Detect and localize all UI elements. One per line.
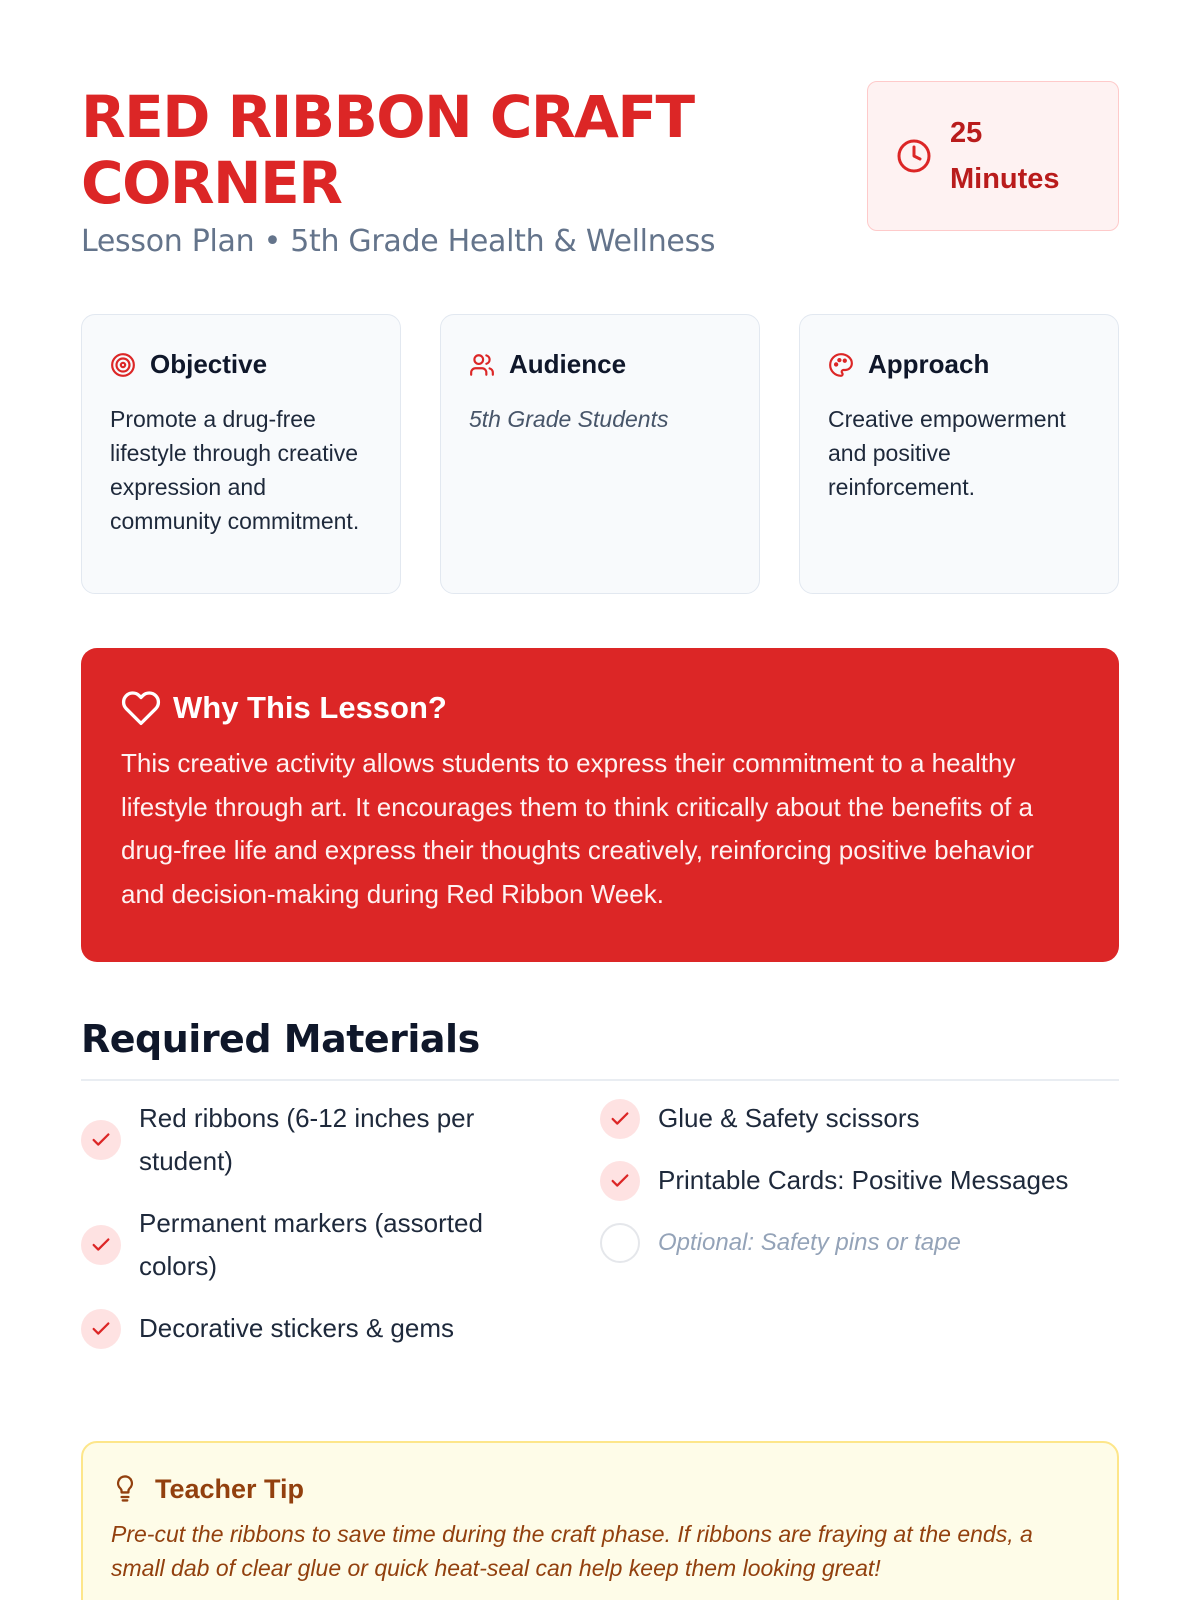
header xyxy=(81,0,1119,300)
clock-icon xyxy=(896,138,932,174)
duration-value: 25 xyxy=(950,117,983,149)
lightbulb-icon xyxy=(111,1473,139,1505)
card-title: Objective xyxy=(150,349,268,379)
heart-icon xyxy=(121,688,161,728)
audience-card xyxy=(440,314,760,594)
duration-unit: Minutes xyxy=(950,163,1060,195)
check-icon xyxy=(81,1225,121,1265)
card-body: Promote a drug-free lifestyle through creative expression and community commitment. xyxy=(110,406,360,534)
material-label: Red ribbons (6-12 inches per student) xyxy=(139,1103,475,1176)
materials-column-right xyxy=(600,1097,1119,1369)
check-icon xyxy=(600,1099,640,1139)
list-item xyxy=(81,1202,600,1288)
empty-circle-icon xyxy=(600,1223,640,1263)
tip-body: Pre-cut the ribbons to save time during the craft phase. If ribbons are fraying at the ends, a small dab of clear glue or quick heat-seal can help keep them looking great! xyxy=(111,1521,1033,1581)
why-body: This creative activity allows students to express their commitment to a healthy lifestyle through art. It encourages them to think critically about the benefits of a drug-free life and express their thoughts creatively, reinforcing positive behavior and decision-making during Red Ribbon Week. xyxy=(121,748,1034,909)
list-item xyxy=(81,1097,600,1183)
card-title: Approach xyxy=(868,349,990,379)
materials-title: Required Materials xyxy=(81,1017,480,1061)
palette-icon xyxy=(828,352,854,378)
list-item xyxy=(600,1221,1119,1264)
material-label: Printable Cards: Positive Messages xyxy=(658,1165,1069,1195)
list-item xyxy=(600,1159,1119,1202)
list-item xyxy=(81,1307,600,1350)
card-body: 5th Grade Students xyxy=(469,406,669,432)
duration-text xyxy=(950,110,1080,202)
duration-badge xyxy=(867,81,1119,231)
list-item xyxy=(600,1097,1119,1140)
users-icon xyxy=(469,352,495,378)
page-title: RED RIBBON CRAFT CORNER xyxy=(81,83,694,217)
material-label: Permanent markers (assorted colors) xyxy=(139,1208,483,1281)
info-cards xyxy=(81,314,1119,594)
teacher-tip xyxy=(81,1441,1119,1600)
target-icon xyxy=(110,352,136,378)
check-icon xyxy=(81,1309,121,1349)
materials-list xyxy=(81,1097,1119,1369)
objective-card xyxy=(81,314,401,594)
card-title: Audience xyxy=(509,349,627,379)
material-label: Optional: Safety pins or tape xyxy=(658,1229,961,1256)
material-label: Glue & Safety scissors xyxy=(658,1103,920,1133)
materials-column-left xyxy=(81,1097,600,1369)
card-body: Creative empowerment and positive reinforcement. xyxy=(828,406,1066,500)
page-subtitle: Lesson Plan • 5th Grade Health & Wellness xyxy=(81,224,716,259)
why-title: Why This Lesson? xyxy=(173,690,447,725)
why-section xyxy=(81,648,1119,962)
check-icon xyxy=(81,1120,121,1160)
tip-title: Teacher Tip xyxy=(155,1473,305,1504)
material-label: Decorative stickers & gems xyxy=(139,1313,454,1343)
divider xyxy=(81,1079,1119,1081)
check-icon xyxy=(600,1161,640,1201)
approach-card xyxy=(799,314,1119,594)
